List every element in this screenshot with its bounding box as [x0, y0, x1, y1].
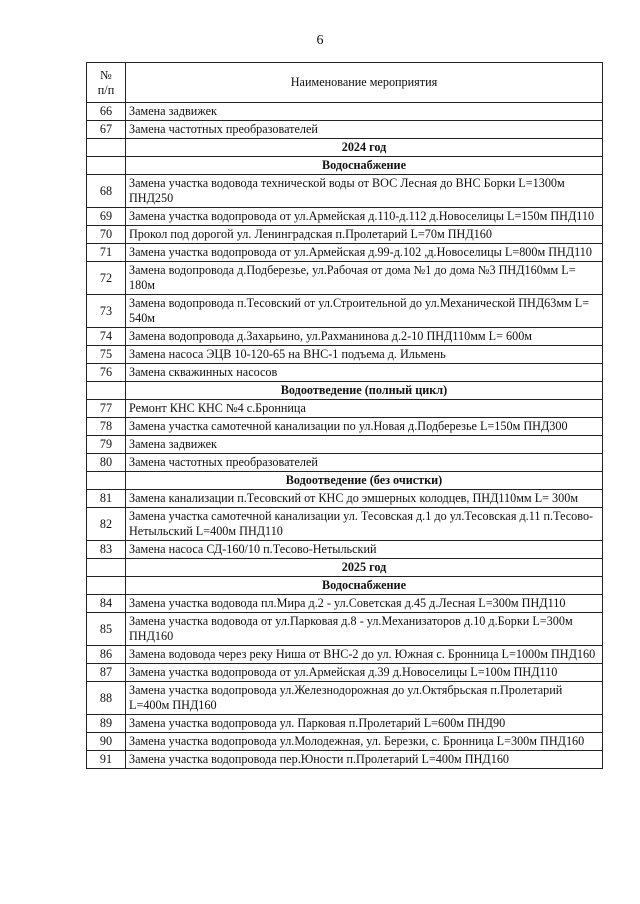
table-row [87, 244, 603, 262]
header-name [126, 63, 603, 103]
row-text: Замена частотных преобразователей [126, 454, 603, 472]
header-name-label: Наименование мероприятия [290, 75, 438, 89]
header-number [87, 63, 126, 103]
row-text: Прокол под дорогой ул. Ленинградская п.Пролетарий L=70м ПНД160 [126, 226, 603, 244]
table-row [87, 364, 603, 382]
row-number: 74 [87, 328, 126, 346]
row-number: 78 [87, 418, 126, 436]
row-text: Замена водопровода д.Захарьино, ул.Рахманинова д.2-10 ПНД110мм L= 600м [126, 328, 603, 346]
row-text: Замена участка водовода от ул.Парковая д.8 - ул.Механизаторов д.10 д.Борки L=300м ПНД160 [126, 613, 603, 646]
section-heading: Водоотведение (полный цикл) [126, 382, 603, 400]
table-row [87, 346, 603, 364]
row-text: Замена водопровода д.Подберезье, ул.Рабочая от дома №1 до дома №3 ПНД160мм L= 180м [126, 262, 603, 295]
row-text: Замена водовода через реку Ниша от ВНС-2 до ул. Южная с. Бронница L=1000м ПНД160 [126, 646, 603, 664]
row-text: Замена участка водопровода пер.Юности п.Пролетарий L=400м ПНД160 [126, 751, 603, 769]
row-number: 91 [87, 751, 126, 769]
table-row [87, 490, 603, 508]
row-text: Замена участка водопровода от ул.Армейская д.99-д.102 ,д.Новоселицы L=800м ПНД110 [126, 244, 603, 262]
table-row [87, 328, 603, 346]
year-row [87, 559, 603, 577]
row-number: 90 [87, 733, 126, 751]
row-text: Замена участка водовода технической воды от ВОС Лесная до ВНС Борки L=1300м ПНД250 [126, 175, 603, 208]
section-heading: Водоснабжение [126, 157, 603, 175]
table-row [87, 595, 603, 613]
row-number: 70 [87, 226, 126, 244]
section-heading: Водоотведение (без очистки) [126, 472, 603, 490]
row-number: 79 [87, 436, 126, 454]
row-number: 73 [87, 295, 126, 328]
section-heading: Водоснабжение [126, 577, 603, 595]
table-row [87, 613, 603, 646]
row-text: Замена участка водопровода ул.Молодежная, ул. Березки, с. Бронница L=300м ПНД160 [126, 733, 603, 751]
table-row [87, 454, 603, 472]
row-number: 81 [87, 490, 126, 508]
empty-number-cell [87, 559, 126, 577]
empty-number-cell [87, 139, 126, 157]
section-row [87, 157, 603, 175]
table-row [87, 682, 603, 715]
table-row [87, 175, 603, 208]
year-heading: 2024 год [126, 139, 603, 157]
row-number: 77 [87, 400, 126, 418]
empty-number-cell [87, 577, 126, 595]
row-text: Замена участка самотечной канализации ул. Тесовская д.1 до ул.Тесовская д.11 п.Тесово-Нетыльский L=400м ПНД110 [126, 508, 603, 541]
row-number: 85 [87, 613, 126, 646]
empty-number-cell [87, 472, 126, 490]
row-number: 87 [87, 664, 126, 682]
row-number: 86 [87, 646, 126, 664]
table-row [87, 262, 603, 295]
table-row [87, 508, 603, 541]
page-number: 6 [316, 33, 324, 48]
row-number: 67 [87, 121, 126, 139]
row-number: 80 [87, 454, 126, 472]
row-number: 66 [87, 103, 126, 121]
row-text: Замена задвижек [126, 103, 603, 121]
table-row [87, 103, 603, 121]
table-row [87, 664, 603, 682]
table-row [87, 121, 603, 139]
table-header-row [87, 63, 603, 103]
row-number: 82 [87, 508, 126, 541]
row-text: Замена канализации п.Тесовский от КНС до эмшерных колодцев, ПНД110мм L= 300м [126, 490, 603, 508]
row-text: Замена участка водопровода от ул.Армейская д.39 д.Новоселицы L=100м ПНД110 [126, 664, 603, 682]
row-text: Замена участка самотечной канализации по ул.Новая д.Подберезье L=150м ПНД300 [126, 418, 603, 436]
table-row [87, 436, 603, 454]
table-row [87, 295, 603, 328]
table-row [87, 733, 603, 751]
row-number: 76 [87, 364, 126, 382]
measures-table-body [87, 63, 603, 769]
year-heading: 2025 год [126, 559, 603, 577]
row-number: 89 [87, 715, 126, 733]
row-number: 72 [87, 262, 126, 295]
row-text: Замена задвижек [126, 436, 603, 454]
row-text: Замена участка водопровода ул.Железнодорожная до ул.Октябрьская п.Пролетарий L=400м ПНД160 [126, 682, 603, 715]
row-text: Ремонт КНС КНС №4 с.Бронница [126, 400, 603, 418]
table-row [87, 208, 603, 226]
row-text: Замена водопровода п.Тесовский от ул.Строительной до ул.Механической ПНД63мм L= 540м [126, 295, 603, 328]
empty-number-cell [87, 382, 126, 400]
table-row [87, 226, 603, 244]
table-row [87, 400, 603, 418]
table-row [87, 418, 603, 436]
row-number: 75 [87, 346, 126, 364]
row-text: Замена участка водопровода ул. Парковая п.Пролетарий L=600м ПНД90 [126, 715, 603, 733]
row-number: 84 [87, 595, 126, 613]
table-row [87, 751, 603, 769]
row-text: Замена участка водопровода от ул.Армейская д.110-д.112 д.Новоселицы L=150м ПНД110 [126, 208, 603, 226]
empty-number-cell [87, 157, 126, 175]
header-number-label: № п/п [97, 67, 115, 97]
row-text: Замена участка водовода пл.Мира д.2 - ул.Советская д.45 д.Лесная L=300м ПНД110 [126, 595, 603, 613]
section-row [87, 472, 603, 490]
row-text: Замена скважинных насосов [126, 364, 603, 382]
row-text: Замена частотных преобразователей [126, 121, 603, 139]
row-text: Замена насоса ЭЦВ 10-120-65 на ВНС-1 подъема д. Ильмень [126, 346, 603, 364]
row-number: 71 [87, 244, 126, 262]
row-text: Замена насоса СД-160/10 п.Тесово-Нетыльский [126, 541, 603, 559]
section-row [87, 577, 603, 595]
row-number: 69 [87, 208, 126, 226]
year-row [87, 139, 603, 157]
row-number: 88 [87, 682, 126, 715]
section-row [87, 382, 603, 400]
table-row [87, 646, 603, 664]
measures-table [86, 62, 603, 769]
row-number: 83 [87, 541, 126, 559]
table-row [87, 715, 603, 733]
table-row [87, 541, 603, 559]
row-number: 68 [87, 175, 126, 208]
